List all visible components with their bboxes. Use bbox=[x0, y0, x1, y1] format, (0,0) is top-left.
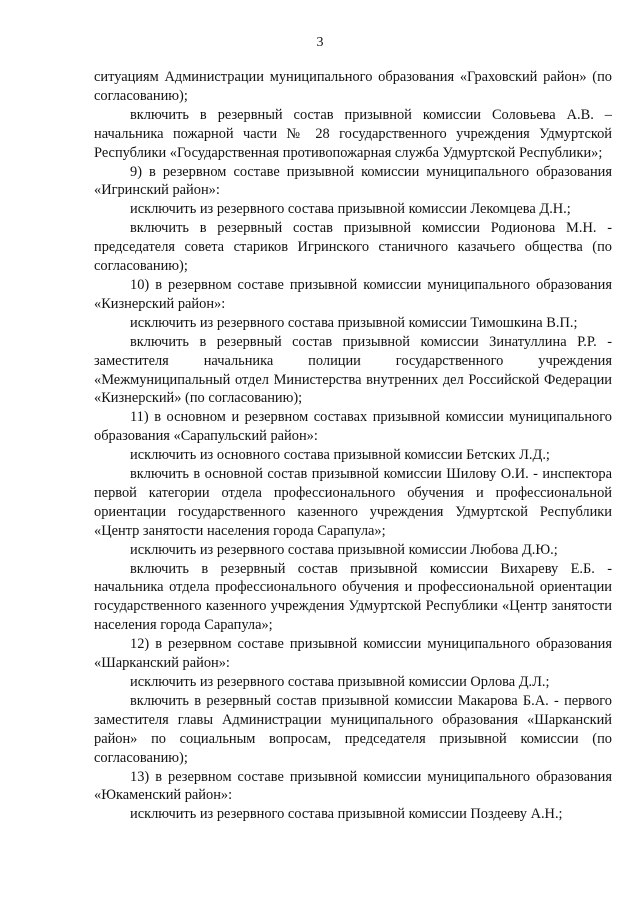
paragraph: включить в резервный состав призывной комиссии Зинатуллина Р.Р. - заместителя начальника полиции государственного учреждения «Межмуниципальный отдел Министерства внутренних дел Российской Федерации «Кизнерский» (по согласованию); bbox=[94, 333, 612, 407]
paragraph: 9) в резервном составе призывной комиссии муниципального образования «Игринский район»: bbox=[94, 163, 612, 199]
paragraph: исключить из резервного состава призывной комиссии Любова Д.Ю.; bbox=[130, 541, 558, 558]
paragraph: включить в основной состав призывной комиссии Шилову О.И. - инспектора первой категории отдела профессионального обучения и профессиональной ориентации государственного казенного учреждения Удмуртской Республики «Центр занятости населения города Сарапула»; bbox=[94, 466, 612, 539]
page-number: 3 bbox=[316, 35, 324, 50]
paragraph: 12) в резервном составе призывной комиссии муниципального образования «Шарканский район»: bbox=[94, 636, 612, 672]
paragraph: включить в резервный состав призывной комиссии Макарова Б.А. - первого заместителя главы Администрации муниципального образования «Шарканский район» по социальным вопросам, председателя призывной комиссии (по согласованию); bbox=[94, 692, 612, 766]
paragraph: 10) в резервном составе призывной комиссии муниципального образования «Кизнерский район»: bbox=[94, 276, 612, 312]
paragraph: ситуациям Администрации муниципального образования «Граховский район» (по согласованию); bbox=[94, 69, 612, 104]
paragraph: 13) в резервном составе призывной комиссии муниципального образования «Юкаменский район»: bbox=[94, 768, 612, 804]
paragraph: включить в резервный состав призывной комиссии Родионова М.Н. - председателя совета стариков Игринского станичного казачьего общества (по согласованию); bbox=[94, 220, 612, 275]
paragraph: исключить из резервного состава призывной комиссии Лекомцева Д.Н.; bbox=[130, 201, 571, 218]
paragraph: исключить из резервного состава призывной комиссии Тимошкина В.П.; bbox=[130, 314, 578, 331]
paragraph: 11) в основном и резервном составах призывной комиссии муниципального образования «Сарапульский район»: bbox=[94, 409, 612, 445]
paragraph: включить в резервный состав призывной комиссии Вихареву Е.Б. - начальника отдела профессионального обучения и профессиональной ориентации государственного казенного учреждения Удмуртской Республики «Центр занятости населения города Сарапула»; bbox=[94, 560, 612, 634]
paragraph: исключить из резервного состава призывной комиссии Поздееву А.Н.; bbox=[130, 806, 563, 823]
paragraph: исключить из резервного состава призывной комиссии Орлова Д.Л.; bbox=[130, 674, 550, 690]
paragraph: включить в резервный состав призывной комиссии Соловьева А.В. – начальника пожарной части № 28 государственного учреждения Удмуртской Республики «Государственная противопожарная служба Удмуртской Республики»; bbox=[94, 106, 612, 161]
document-body bbox=[94, 68, 612, 824]
paragraph: исключить из основного состава призывной комиссии Бетских Л.Д.; bbox=[130, 447, 550, 464]
